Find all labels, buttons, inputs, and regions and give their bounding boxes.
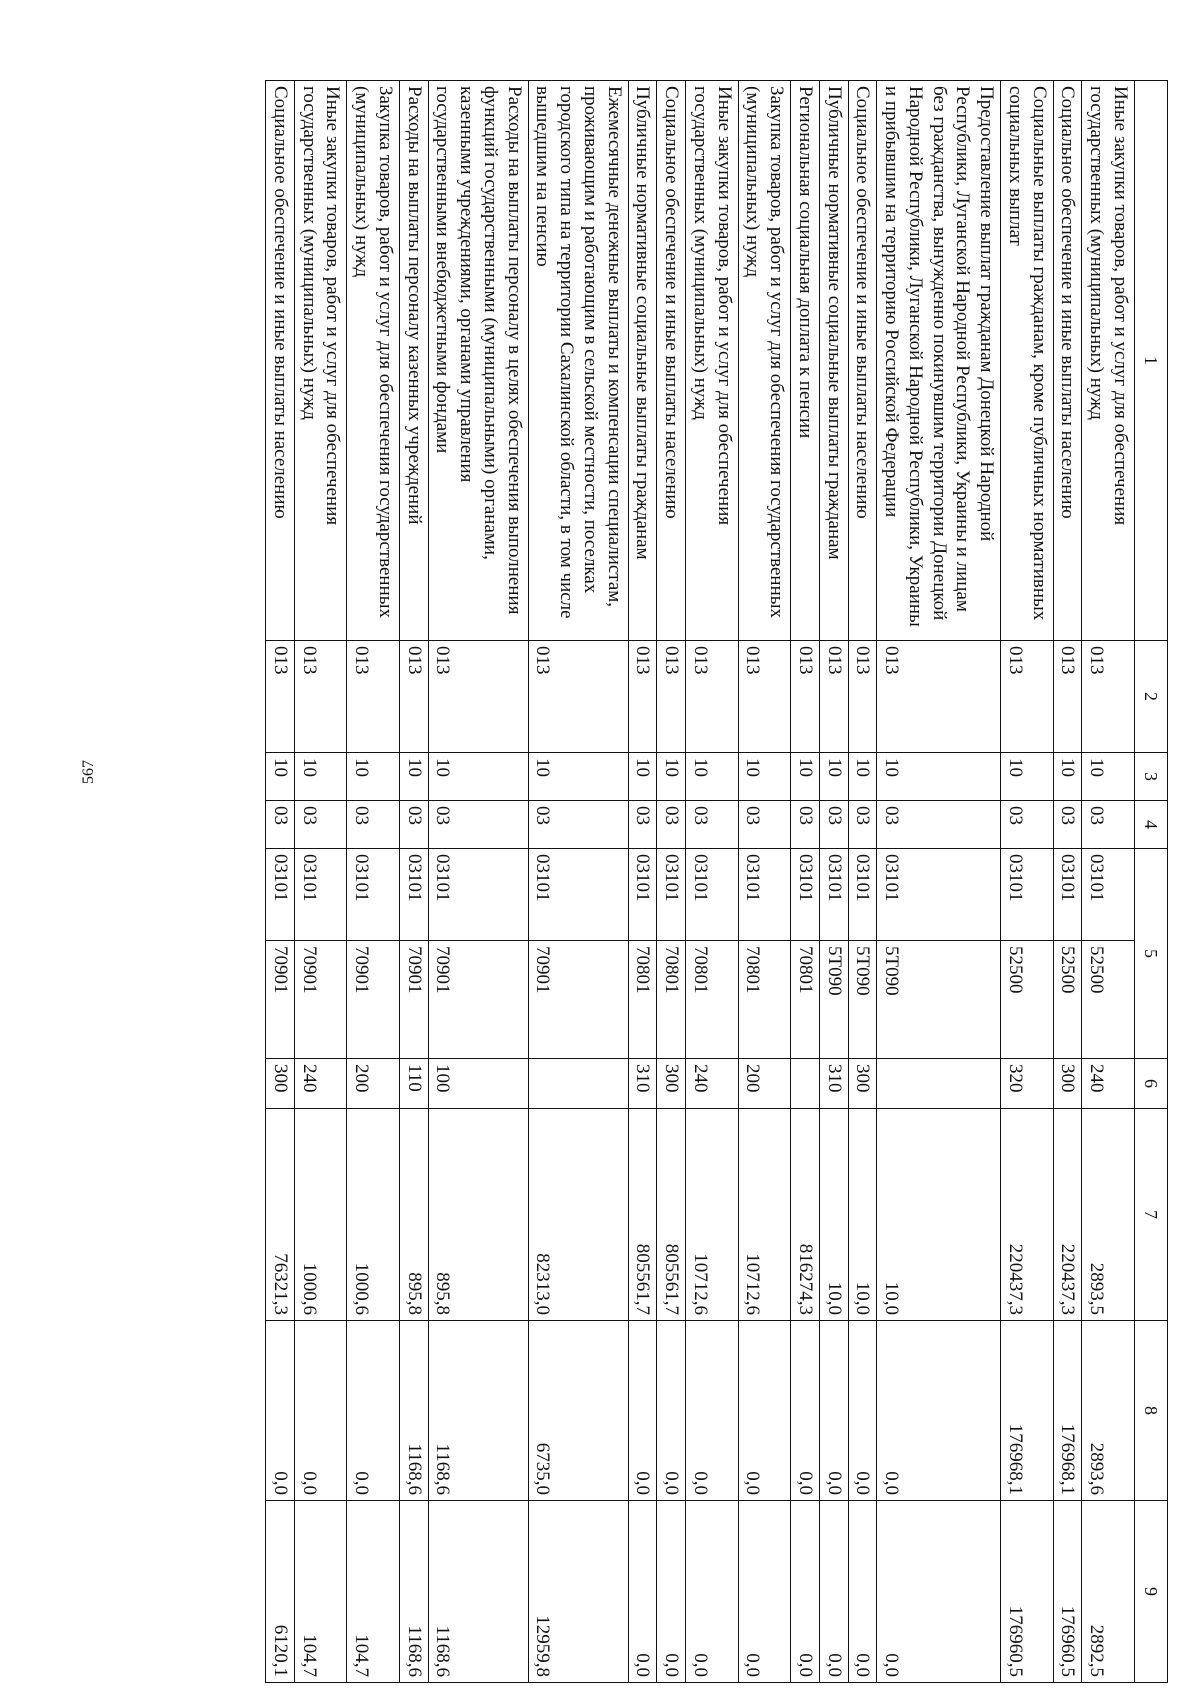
amount-cell: 10712,6 (686, 1109, 739, 1321)
amount-cell: 0,0 (657, 1501, 686, 1683)
program-code-cell: 03101 (428, 849, 528, 941)
article-code-cell: 70801 (738, 941, 791, 1059)
row-name-cell: Социальное обеспечение и иные выплаты населению (848, 81, 877, 641)
subsection-cell: 03 (266, 801, 295, 849)
amount-cell: 895,8 (428, 1109, 528, 1321)
article-code-cell: 70801 (657, 941, 686, 1059)
amount-cell: 176960,5 (1001, 1501, 1054, 1683)
article-code-cell: 70901 (428, 941, 528, 1059)
program-code-cell: 03101 (1053, 849, 1082, 941)
amount-cell: 0,0 (347, 1321, 400, 1501)
expense-type-cell: 240 (1082, 1059, 1135, 1109)
article-code-cell: 70801 (628, 941, 657, 1059)
table-row (1082, 81, 1135, 1683)
table-row (1053, 81, 1082, 1683)
subsection-cell: 03 (428, 801, 528, 849)
section-cell: 10 (738, 753, 791, 801)
program-code-cell: 03101 (738, 849, 791, 941)
code-cell: 013 (848, 641, 877, 753)
section-cell: 10 (1053, 753, 1082, 801)
header-cell: 8 (1135, 1321, 1168, 1501)
table-row (791, 81, 820, 1683)
amount-cell: 1168,6 (428, 1501, 528, 1683)
header-cell: 4 (1135, 801, 1168, 849)
section-cell: 10 (428, 753, 528, 801)
amount-cell: 10,0 (820, 1109, 849, 1321)
article-code-cell: 70901 (347, 941, 400, 1059)
subsection-cell: 03 (400, 801, 429, 849)
table-row (628, 81, 657, 1683)
program-code-cell: 03101 (400, 849, 429, 941)
code-cell: 013 (628, 641, 657, 753)
amount-cell: 0,0 (877, 1501, 1001, 1683)
article-code-cell: 70801 (686, 941, 739, 1059)
table-row (400, 81, 429, 1683)
row-name-cell: Расходы на выплаты персоналу в целях обеспечения выполнения функций государственными (муниципальными) органами, казенными учреждениями, органами управления государственными внебюджетными фондами (428, 81, 528, 641)
expense-type-cell: 240 (686, 1059, 739, 1109)
article-code-cell: 5Т090 (848, 941, 877, 1059)
amount-cell: 2893,6 (1082, 1321, 1135, 1501)
amount-cell: 104,7 (347, 1501, 400, 1683)
table-body (266, 81, 1135, 1683)
code-cell: 013 (528, 641, 628, 753)
program-code-cell: 03101 (628, 849, 657, 941)
amount-cell: 220437,3 (1053, 1109, 1082, 1321)
subsection-cell: 03 (848, 801, 877, 849)
article-code-cell: 52500 (1001, 941, 1054, 1059)
article-code-cell: 70901 (400, 941, 429, 1059)
expense-type-cell: 300 (1053, 1059, 1082, 1109)
subsection-cell: 03 (628, 801, 657, 849)
amount-cell: 10712,6 (738, 1109, 791, 1321)
rotated-table-wrapper (92, 80, 1168, 1682)
expense-type-cell (877, 1059, 1001, 1109)
section-cell: 10 (686, 753, 739, 801)
row-name-cell: Социальные выплаты гражданам, кроме публичных нормативных социальных выплат (1001, 81, 1054, 641)
code-cell: 013 (1082, 641, 1135, 753)
section-cell: 10 (791, 753, 820, 801)
program-code-cell: 03101 (791, 849, 820, 941)
amount-cell: 0,0 (686, 1501, 739, 1683)
article-code-cell: 70901 (528, 941, 628, 1059)
code-cell: 013 (266, 641, 295, 753)
program-code-cell: 03101 (657, 849, 686, 941)
code-cell: 013 (877, 641, 1001, 753)
section-cell: 10 (266, 753, 295, 801)
amount-cell: 6120,1 (266, 1501, 295, 1683)
program-code-cell: 03101 (347, 849, 400, 941)
section-cell: 10 (528, 753, 628, 801)
program-code-cell: 03101 (266, 849, 295, 941)
amount-cell: 82313,0 (528, 1109, 628, 1321)
subsection-cell: 03 (877, 801, 1001, 849)
expense-type-cell: 100 (428, 1059, 528, 1109)
program-code-cell: 03101 (1001, 849, 1054, 941)
amount-cell: 0,0 (266, 1321, 295, 1501)
row-name-cell: Социальное обеспечение и иные выплаты населению (266, 81, 295, 641)
amount-cell: 10,0 (877, 1109, 1001, 1321)
row-name-cell: Расходы на выплаты персоналу казенных учреждений (400, 81, 429, 641)
amount-cell: 805561,7 (628, 1109, 657, 1321)
program-code-cell: 03101 (1082, 849, 1135, 941)
table-row (820, 81, 849, 1683)
expense-type-cell: 310 (628, 1059, 657, 1109)
section-cell: 10 (848, 753, 877, 801)
table-row (528, 81, 628, 1683)
amount-cell: 176960,5 (1053, 1501, 1082, 1683)
subsection-cell: 03 (657, 801, 686, 849)
amount-cell: 176968,1 (1001, 1321, 1054, 1501)
row-name-cell: Иные закупки товаров, работ и услуг для обеспечения государственных (муниципальных) нужд (295, 81, 348, 641)
row-name-cell: Публичные нормативные социальные выплаты гражданам (628, 81, 657, 641)
table-row (428, 81, 528, 1683)
amount-cell: 220437,3 (1001, 1109, 1054, 1321)
amount-cell: 176968,1 (1053, 1321, 1082, 1501)
amount-cell: 0,0 (791, 1501, 820, 1683)
header-cell: 2 (1135, 641, 1168, 753)
article-code-cell: 70901 (266, 941, 295, 1059)
header-cell: 6 (1135, 1059, 1168, 1109)
amount-cell: 2893,5 (1082, 1109, 1135, 1321)
row-name-cell: Закупка товаров, работ и услуг для обеспечения государственных (муниципальных) нужд (738, 81, 791, 641)
amount-cell: 816274,3 (791, 1109, 820, 1321)
row-name-cell: Предоставление выплат гражданам Донецкой Народной Республики, Луганской Народной Республики, Украины и лицам без гражданства, вынужденно покинувшим территории Донецкой Народной Республики, Луганской Народной Республики, Украины и прибывшим на территорию Российской Федерации (877, 81, 1001, 641)
code-cell: 013 (657, 641, 686, 753)
amount-cell: 0,0 (738, 1501, 791, 1683)
subsection-cell: 03 (347, 801, 400, 849)
section-cell: 10 (820, 753, 849, 801)
amount-cell: 1168,6 (400, 1321, 429, 1501)
section-cell: 10 (1001, 753, 1054, 801)
expense-type-cell: 320 (1001, 1059, 1054, 1109)
subsection-cell: 03 (820, 801, 849, 849)
program-code-cell: 03101 (877, 849, 1001, 941)
amount-cell: 1168,6 (428, 1321, 528, 1501)
amount-cell: 0,0 (820, 1321, 849, 1501)
subsection-cell: 03 (686, 801, 739, 849)
expense-type-cell: 310 (820, 1059, 849, 1109)
amount-cell: 0,0 (791, 1321, 820, 1501)
amount-cell: 2892,5 (1082, 1501, 1135, 1683)
row-name-cell: Иные закупки товаров, работ и услуг для обеспечения государственных (муниципальных) нужд (686, 81, 739, 641)
code-cell: 013 (820, 641, 849, 753)
table-row (266, 81, 295, 1683)
article-code-cell: 52500 (1053, 941, 1082, 1059)
article-code-cell: 5Т090 (877, 941, 1001, 1059)
amount-cell: 1000,6 (347, 1109, 400, 1321)
row-name-cell: Ежемесячные денежные выплаты и компенсации специалистам, проживающим и работающим в сельской местности, поселках городского типа на территории Сахалинской области, в том числе вышедшим на пенсию (528, 81, 628, 641)
amount-cell: 0,0 (877, 1321, 1001, 1501)
row-name-cell: Социальное обеспечение и иные выплаты населению (1053, 81, 1082, 641)
subsection-cell: 03 (1082, 801, 1135, 849)
row-name-cell: Публичные нормативные социальные выплаты гражданам (820, 81, 849, 641)
expense-type-cell: 200 (738, 1059, 791, 1109)
subsection-cell: 03 (528, 801, 628, 849)
code-cell: 013 (400, 641, 429, 753)
amount-cell: 1168,6 (400, 1501, 429, 1683)
header-cell: 7 (1135, 1109, 1168, 1321)
budget-table (265, 80, 1168, 1683)
amount-cell: 6735,0 (528, 1321, 628, 1501)
table-row (738, 81, 791, 1683)
amount-cell: 0,0 (820, 1501, 849, 1683)
section-cell: 10 (400, 753, 429, 801)
expense-type-cell: 110 (400, 1059, 429, 1109)
code-cell: 013 (1053, 641, 1082, 753)
program-code-cell: 03101 (820, 849, 849, 941)
expense-type-cell: 300 (848, 1059, 877, 1109)
amount-cell: 76321,3 (266, 1109, 295, 1321)
article-code-cell: 70901 (295, 941, 348, 1059)
amount-cell: 12959,8 (528, 1501, 628, 1683)
code-cell: 013 (428, 641, 528, 753)
amount-cell: 895,8 (400, 1109, 429, 1321)
subsection-cell: 03 (738, 801, 791, 849)
code-cell: 013 (791, 641, 820, 753)
code-cell: 013 (686, 641, 739, 753)
code-cell: 013 (1001, 641, 1054, 753)
table-row (347, 81, 400, 1683)
code-cell: 013 (347, 641, 400, 753)
section-cell: 10 (1082, 753, 1135, 801)
section-cell: 10 (628, 753, 657, 801)
header-cell: 5 (1135, 849, 1168, 1059)
subsection-cell: 03 (1001, 801, 1054, 849)
section-cell: 10 (295, 753, 348, 801)
row-name-cell: Иные закупки товаров, работ и услуг для обеспечения государственных (муниципальных) нужд (1082, 81, 1135, 641)
amount-cell: 0,0 (848, 1321, 877, 1501)
amount-cell: 0,0 (738, 1321, 791, 1501)
amount-cell: 0,0 (848, 1501, 877, 1683)
section-cell: 10 (657, 753, 686, 801)
expense-type-cell: 200 (347, 1059, 400, 1109)
amount-cell: 0,0 (628, 1501, 657, 1683)
row-name-cell: Региональная социальная доплата к пенсии (791, 81, 820, 641)
expense-type-cell: 300 (266, 1059, 295, 1109)
expense-type-cell: 240 (295, 1059, 348, 1109)
program-code-cell: 03101 (686, 849, 739, 941)
header-cell: 9 (1135, 1501, 1168, 1683)
table-row (295, 81, 348, 1683)
article-code-cell: 52500 (1082, 941, 1135, 1059)
code-cell: 013 (295, 641, 348, 753)
expense-type-cell (528, 1059, 628, 1109)
table-row (657, 81, 686, 1683)
amount-cell: 1000,6 (295, 1109, 348, 1321)
amount-cell: 805561,7 (657, 1109, 686, 1321)
article-code-cell: 70801 (791, 941, 820, 1059)
table-row (686, 81, 739, 1683)
amount-cell: 0,0 (686, 1321, 739, 1501)
amount-cell: 0,0 (657, 1321, 686, 1501)
amount-cell: 0,0 (295, 1321, 348, 1501)
row-name-cell: Закупка товаров, работ и услуг для обеспечения государственных (муниципальных) нужд (347, 81, 400, 641)
page-number: 567 (80, 760, 97, 784)
expense-type-cell: 300 (657, 1059, 686, 1109)
amount-cell: 10,0 (848, 1109, 877, 1321)
table-row (1001, 81, 1054, 1683)
section-cell: 10 (877, 753, 1001, 801)
section-cell: 10 (347, 753, 400, 801)
program-code-cell: 03101 (528, 849, 628, 941)
header-cell: 1 (1135, 81, 1168, 641)
code-cell: 013 (738, 641, 791, 753)
table-row (848, 81, 877, 1683)
amount-cell: 104,7 (295, 1501, 348, 1683)
table-row (877, 81, 1001, 1683)
program-code-cell: 03101 (295, 849, 348, 941)
subsection-cell: 03 (791, 801, 820, 849)
header-row (1135, 81, 1168, 1683)
subsection-cell: 03 (1053, 801, 1082, 849)
subsection-cell: 03 (295, 801, 348, 849)
row-name-cell: Социальное обеспечение и иные выплаты населению (657, 81, 686, 641)
program-code-cell: 03101 (848, 849, 877, 941)
article-code-cell: 5Т090 (820, 941, 849, 1059)
expense-type-cell (791, 1059, 820, 1109)
header-cell: 3 (1135, 753, 1168, 801)
amount-cell: 0,0 (628, 1321, 657, 1501)
